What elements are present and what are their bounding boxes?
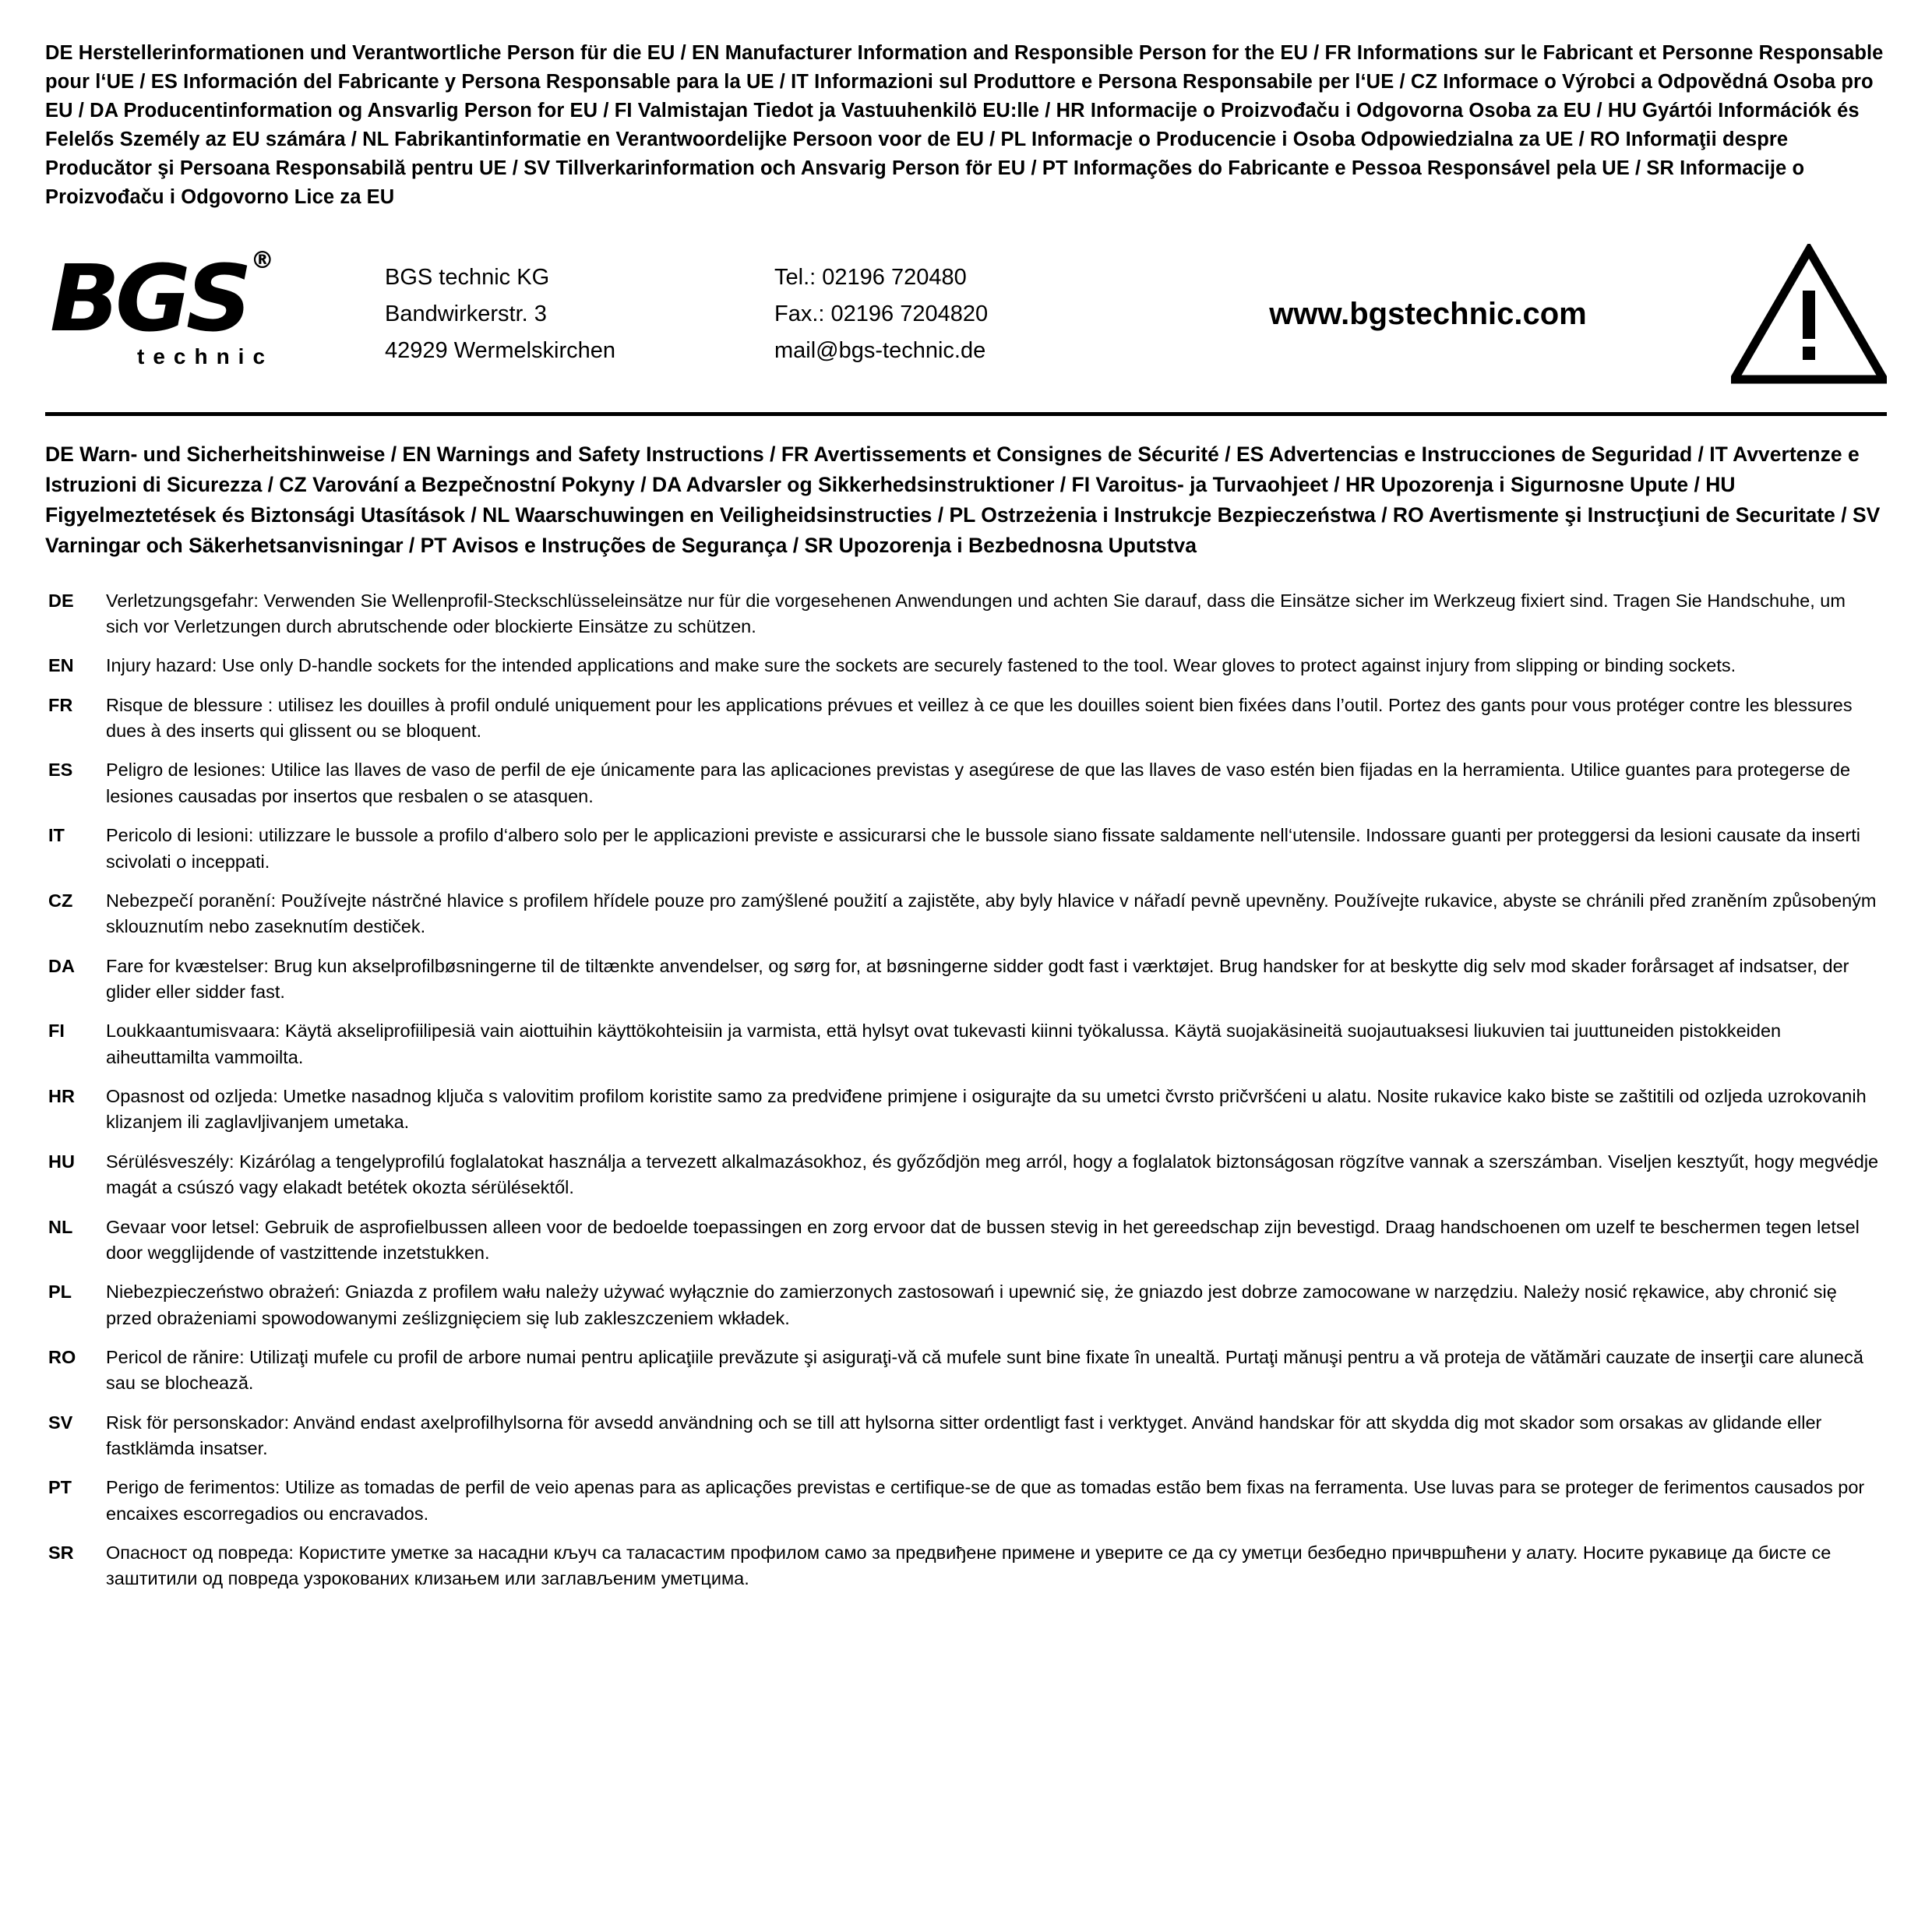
- warning-text: Pericol de rănire: Utilizaţi mufele cu profil de arbore numai pentru aplicaţiile prevăzute şi asiguraţi-vă că mufele sunt bine fixate în unealtă. Purtaţi mănuşi pentru a vă proteja de vătămări cauzate de inserţii care alunecă sau se blochează.: [106, 1346, 1863, 1394]
- warning-text: Verletzungsgefahr: Verwenden Sie Wellenprofil-Steckschlüsseleinsätze nur für die vorgesehenen Anwendungen und achten Sie darauf, dass die Einsätze sicher im Werkzeug fixiert sind. Tragen Sie Handschuhe, um sich vor Verletzungen durch abrutschende oder blockierte Einsätze zu schützen.: [106, 590, 1846, 637]
- warning-row: [45, 1475, 1887, 1527]
- company-city: 42929 Wermelskirchen: [385, 337, 616, 363]
- warning-language-code: FI: [48, 1021, 65, 1042]
- warning-language-code: CZ: [48, 890, 73, 911]
- warning-language-code: PT: [48, 1477, 72, 1498]
- warning-text: Sérülésveszély: Kizárólag a tengelyprofilú foglalatokat használja a tervezett alkalmazásokhoz, és győződjön meg arról, hogy a foglalatok biztonságosan rögzítve vannak a szerszámban. Viseljen kesztyűt, hogy megvédje magát a csúszó vagy elakadt betétek okozta sérülésektől.: [106, 1151, 1879, 1198]
- warning-text: Niebezpieczeństwo obrażeń: Gniazda z profilem wału należy używać wyłącznie do zamierzonych zastosowań i upewnić się, że gniazdo jest dobrze zamocowane w narzędziu. Należy nosić rękawice, aby chronić się przed obrażeniami spowodowanymi ześlizgnięciem się lub zakleszczeniem wkładek.: [106, 1282, 1837, 1328]
- warning-row: [45, 757, 1887, 809]
- warning-text: Perigo de ferimentos: Utilize as tomadas de perfil de veio apenas para as aplicações previstas e certifique-se de que as tomadas estão bem fixas na ferramenta. Use luvas para se proteger de ferimentos causados por encaixes escorregadios ou encravados.: [106, 1477, 1865, 1524]
- warning-text: Опасност од повреда: Користите уметке за насадни кључ са таласастим профилом само за предвиђене примене и уверите се да су уметци безбедно причвршћени у алату. Носите рукавице да бисте се заштитили од повреда узрокованих клизањем или заглављеним уметцима.: [106, 1542, 1832, 1589]
- warning-row: [45, 1149, 1887, 1201]
- warning-text: Gevaar voor letsel: Gebruik de asprofielbussen alleen voor de bedoelde toepassingen en zorg ervoor dat de bussen stevig in het gereedschap zijn bevestigd. Draag handschoenen om uzelf te beschermen tegen letsel door wegglijdende of vastzittende inzetstukken.: [106, 1216, 1860, 1263]
- warning-row: [45, 888, 1887, 940]
- warning-language-code: SR: [48, 1542, 74, 1564]
- company-address: [377, 259, 774, 369]
- warning-language-code: FR: [48, 694, 73, 715]
- warning-language-code: ES: [48, 760, 73, 781]
- safety-section-heading: DE Warn- und Sicherheitshinweise / EN Warnings and Safety Instructions / FR Avertissements et Consignes de Sécurité / ES Advertencias e Instrucciones de Seguridad / IT Avvertenze e Istruzioni di Sicurezza / CZ Varování a Bezpečnostní Pokyny / DA Advarsler og Sikkerhedsinstruktioner / FI Varoitus- ja Turvaohjeet / HR Upozorenja i Sigurnosne Upute / HU Figyelmeztetések és Biztonsági Utasítások / NL Waarschuwingen en Veiligheidsinstructies / PL Ostrzeżenia i Instrukcje Bezpieczeństwa / RO Avertismente şi Instrucţiuni de Securitate / SV Varningar och Säkerhetsanvisningar / PT Avisos e Instruções de Segurança / SR Upozorenja i Bezbednosna Uputstva: [45, 442, 1881, 558]
- warning-text: Loukkaantumisvaara: Käytä akseliprofiilipesiä vain aiottuihin käyttökohteisiin ja varmista, että hylsyt ovat tukevasti kiinni työkalussa. Käytä suojakäsineitä suojautuaksesi liukuvien tai juuttuneiden pistokkeiden aiheuttamilta vammoilta.: [106, 1021, 1782, 1067]
- warning-language-code: DE: [48, 590, 74, 611]
- company-telephone: Tel.: 02196 720480: [774, 264, 967, 290]
- warning-language-code: IT: [48, 825, 65, 846]
- warning-text: Nebezpečí poranění: Používejte nástrčné hlavice s profilem hřídele pouze pro zamýšlené použití a zajistěte, aby byly hlavice v nářadí pevně upevněny. Používejte rukavice, abyste se chránili před zraněním způsobeným sklouznutím nebo zaseknutím destiček.: [106, 890, 1877, 937]
- warning-language-code: RO: [48, 1346, 76, 1367]
- logo-text: BGS: [50, 245, 248, 353]
- warning-text: Injury hazard: Use only D-handle sockets for the intended applications and make sure the sockets are securely fastened to the tool. Wear gloves to protect against injury from slipping or binding sockets.: [106, 655, 1736, 676]
- warning-triangle-icon: [1723, 244, 1887, 384]
- warning-row: [45, 1215, 1887, 1267]
- brand-logo: [45, 245, 377, 369]
- warning-row: [45, 1084, 1887, 1136]
- logo-wordmark: [50, 245, 377, 353]
- warning-row: [45, 1345, 1887, 1397]
- page-title: DE Herstellerinformationen und Verantwortliche Person für die EU / EN Manufacturer Information and Responsible Person for the EU / FR Informations sur le Fabricant et Personne Responsable pour l‘UE / ES Información del Fabricante y Persona Responsable para la UE / IT Informazioni sul Produttore e Persona Responsabile per l‘UE / CZ Informace o Výrobci a Odpovědná Osoba pro EU / DA Producentinformation og Ansvarlig Person for EU / FI Valmistajan Tiedot ja Vastuuhenkilö EU:lle / HR Informacije o Proizvođaču i Odgovorna Osoba za EU / HU Gyártói Információk és Felelős Személy az EU számára / NL Fabrikantinformatie en Verantwoordelijke Persoon voor de EU / PL Informacje o Producencie i Osoba Odpowiedzialna za UE / RO Informaţii despre Producător şi Persoana Responsabilă pentru UE / SV Tillverkarinformation och Ansvarig Person för EU / PT Informações do Fabricante e Pessoa Responsável pela UE / SR Informacije o Proizvođaču i Odgovorno Lice za EU: [45, 42, 1884, 208]
- registered-trademark-icon: ®: [250, 247, 274, 275]
- warning-text: Opasnost od ozljeda: Umetke nasadnog ključa s valovitim profilom koristite samo za predviđene primjene i osigurajte da su umetci čvrsto pričvršćeni u alatu. Nosite rukavice kako biste se zaštitili od ozljeda uzrokovanih klizanjem ili zaglavljivanjem umetaka.: [106, 1086, 1867, 1133]
- warning-row: [45, 954, 1887, 1006]
- warning-language-code: HR: [48, 1086, 75, 1107]
- warning-text: Fare for kvæstelser: Brug kun akselprofilbøsningerne til de tiltænkte anvendelser, og sørg for, at bøsningerne sidder godt fast i værktøjet. Brug handsker for at beskytte dig selv mod skader forårsaget af indsatser, der glider eller sidder fast.: [106, 955, 1849, 1002]
- warning-text: Risque de blessure : utilisez les douilles à profil ondulé uniquement pour les applications prévues et veillez à ce que les douilles soient bien fixées dans l’outil. Portez des gants pour vous protéger contre les blessures dues à des inserts qui glissent ou se bloquent.: [106, 694, 1853, 742]
- warning-text: Pericolo di lesioni: utilizzare le bussole a profilo d‘albero solo per le applicazioni previste e assicurarsi che le bussole siano fissate saldamente nell‘utensile. Indossare guanti per proteggersi da lesioni causate da inserti scivolati o inceppati.: [106, 825, 1861, 872]
- warning-row: [45, 1279, 1887, 1331]
- warning-language-code: PL: [48, 1282, 72, 1303]
- warning-language-code: EN: [48, 655, 74, 676]
- warning-row: [45, 588, 1887, 640]
- warning-language-code: HU: [48, 1151, 75, 1172]
- company-email: mail@bgs-technic.de: [774, 337, 986, 363]
- warning-row: [45, 1540, 1887, 1592]
- company-header-band: [45, 231, 1887, 416]
- warning-row: [45, 653, 1887, 679]
- warning-language-code: NL: [48, 1216, 73, 1237]
- warning-row: [45, 1410, 1887, 1462]
- warning-text: Risk för personskador: Använd endast axelprofilhylsorna för avsedd användning och se till att hylsorna sitter ordentligt fast i verktyget. Använd handskar för att skydda dig mot skador som orsakas av glidande eller fastklämda insatser.: [106, 1412, 1822, 1459]
- company-name: BGS technic KG: [385, 264, 550, 290]
- warnings-list: [45, 588, 1887, 1592]
- company-fax: Fax.: 02196 7204820: [774, 301, 989, 326]
- company-street: Bandwirkerstr. 3: [385, 301, 547, 326]
- warning-language-code: SV: [48, 1412, 73, 1433]
- warning-row: [45, 1018, 1887, 1070]
- warning-row: [45, 823, 1887, 875]
- warning-text: Peligro de lesiones: Utilice las llaves de vaso de perfil de eje únicamente para las aplicaciones previstas y asegúrese de que las llaves de vaso estén bien fijadas en la herramienta. Utilice guantes para protegerse de lesiones causadas por insertos que resbalen o se atasquen.: [106, 760, 1851, 806]
- logo-subtext: technic: [137, 344, 274, 369]
- warning-row: [45, 693, 1887, 745]
- company-contact: [774, 259, 1141, 369]
- company-website: www.bgstechnic.com: [1269, 296, 1587, 331]
- warning-language-code: DA: [48, 955, 75, 976]
